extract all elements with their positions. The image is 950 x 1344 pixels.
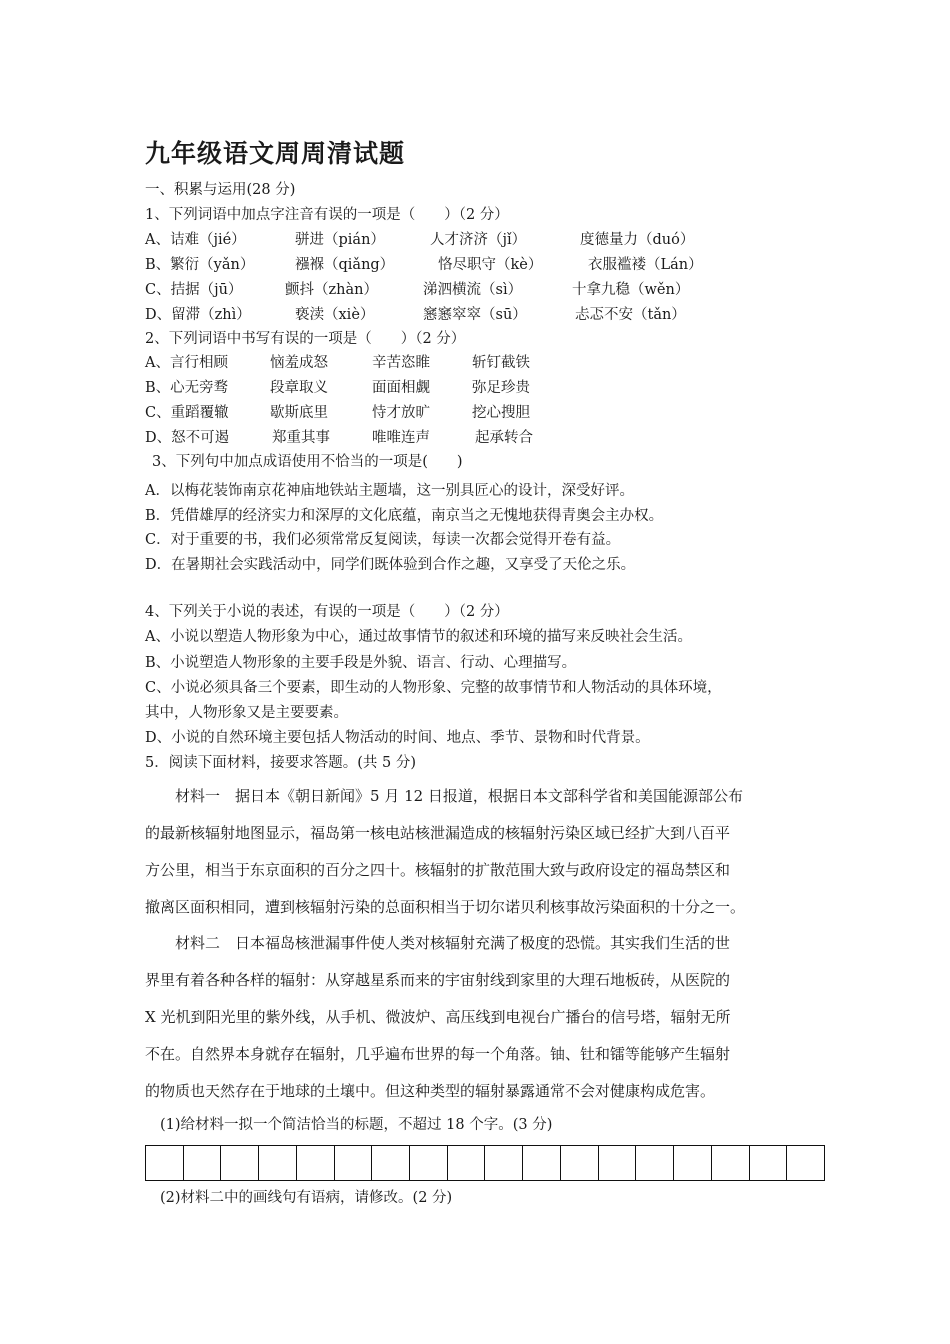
q3-stem: 3、下列句中加点成语使用不恰当的一项是( ) <box>152 454 463 470</box>
answer-cell[interactable] <box>221 1146 259 1180</box>
material-two-line: 的物质也天然存在于地球的土壤中。但这种类型的辐射暴露通常不会对健康构成危害。 <box>145 1082 716 1100</box>
q2-a-3: 辛苦恣睢 <box>372 355 430 371</box>
answer-cell[interactable] <box>674 1146 712 1180</box>
answer-cell[interactable] <box>297 1146 335 1180</box>
q2-c-3: 恃才放旷 <box>372 405 430 421</box>
q4-option-a: A、小说以塑造人物形象为中心，通过故事情节的叙述和环境的描写来反映社会生活。 <box>145 629 692 645</box>
answer-cell[interactable] <box>184 1146 222 1180</box>
q2-d-3: 唯唯连声 <box>372 430 430 446</box>
q4-stem: 4、下列关于小说的表述，有误的一项是（ ）（2 分） <box>145 604 509 620</box>
q5-sub2: (2)材料二中的画线句有语病，请修改。(2 分) <box>160 1190 453 1206</box>
answer-cell[interactable] <box>712 1146 750 1180</box>
q1-d-3: 窸窸窣窣（sū） <box>423 307 527 323</box>
material-two-line: 不在。自然界本身就存在辐射，几乎遍布世界的每一个角落。铀、钍和镭等能够产生辐射 <box>145 1045 731 1063</box>
answer-cell[interactable] <box>599 1146 637 1180</box>
q2-c-1: C、重蹈覆辙 <box>145 405 229 421</box>
answer-cell[interactable] <box>259 1146 297 1180</box>
material-one <box>145 778 810 926</box>
answer-cell[interactable] <box>636 1146 674 1180</box>
material-one-line: 撤离区面积相同，遭到核辐射污染的总面积相当于切尔诺贝利核事故污染面积的十分之一。 <box>145 898 746 916</box>
material-one-line: 方公里，相当于东京面积的百分之四十。核辐射的扩散范围大致与政府设定的福岛禁区和 <box>145 861 731 879</box>
q1-b-1: B、繁衍（yǎn） <box>145 257 255 273</box>
q2-c-4: 挖心搜胆 <box>472 405 530 421</box>
q1-c-3: 涕泗横流（sì） <box>423 282 523 298</box>
answer-cell[interactable] <box>561 1146 599 1180</box>
q2-d-2: 郑重其事 <box>272 430 330 446</box>
answer-cell[interactable] <box>410 1146 448 1180</box>
answer-cell[interactable] <box>485 1146 523 1180</box>
material-one-line: 材料一 据日本《朝日新闻》5 月 12 日报道，根据日本文部科学省和美国能源部公布 <box>175 787 743 805</box>
q1-b-3: 恪尽职守（kè） <box>438 257 543 273</box>
q2-a-4: 斩钉截铁 <box>472 355 530 371</box>
material-two-line: 材料二 日本福岛核泄漏事件使人类对核辐射充满了极度的恐慌。其实我们生活的世 <box>175 934 731 952</box>
q1-a-3: 人才济济（jǐ） <box>430 232 527 248</box>
answer-cell[interactable] <box>787 1146 824 1180</box>
q2-d-1: D、怒不可遏 <box>145 430 230 446</box>
q4-option-b: B、小说塑造人物形象的主要手段是外貌、语言、行动、心理描写。 <box>145 655 577 671</box>
material-two-line: X 光机到阳光里的紫外线，从手机、微波炉、高压线到电视台广播台的信号塔，辐射无所 <box>145 1008 731 1026</box>
answer-cell[interactable] <box>146 1146 184 1180</box>
answer-cell[interactable] <box>372 1146 410 1180</box>
q1-c-4: 十拿九稳（wěn） <box>572 282 690 298</box>
q1-b-4: 衣服褴褛（Lán） <box>588 257 703 273</box>
q2-b-1: B、心无旁骛 <box>145 380 229 396</box>
material-two <box>145 925 810 1110</box>
q1-a-2: 骈进（pián） <box>295 232 385 248</box>
q1-a-4: 度德量力（duó） <box>580 232 695 248</box>
answer-cell[interactable] <box>335 1146 373 1180</box>
q1-d-1: D、留滞（zhì） <box>145 307 251 323</box>
section-heading: 一、积累与运用(28 分) <box>145 182 296 198</box>
q1-b-2: 襁褓（qiǎng） <box>295 257 395 273</box>
q2-a-2: 恼羞成怒 <box>270 355 328 371</box>
q2-b-4: 弥足珍贵 <box>472 380 530 396</box>
q2-c-2: 歇斯底里 <box>270 405 328 421</box>
material-one-line: 的最新核辐射地图显示，福岛第一核电站核泄漏造成的核辐射污染区域已经扩大到八百平 <box>145 824 731 842</box>
material-two-line: 界里有着各种各样的辐射：从穿越星系而来的宇宙射线到家里的大理石地板砖，从医院的 <box>145 971 731 989</box>
q5-sub1: (1)给材料一拟一个简洁恰当的标题，不超过 18 个字。(3 分) <box>160 1117 553 1133</box>
q1-a-1: A、诘难（jié） <box>145 232 246 248</box>
q3-option-c: C．对于重要的书，我们必须常常反复阅读，每读一次都会觉得开卷有益。 <box>145 532 621 548</box>
q2-a-1: A、言行相顾 <box>145 355 228 371</box>
q4-option-d: D、小说的自然环境主要包括人物活动的时间、地点、季节、景物和时代背景。 <box>145 730 650 746</box>
q2-b-2: 段章取义 <box>270 380 328 396</box>
q1-c-1: C、拮据（jū） <box>145 282 243 298</box>
q3-option-b: B．凭借雄厚的经济实力和深厚的文化底蕴，南京当之无愧地获得青奥会主办权。 <box>145 508 664 524</box>
q2-stem: 2、下列词语中书写有误的一项是（ ）（2 分） <box>145 331 466 347</box>
q1-stem: 1、下列词语中加点字注音有误的一项是（ ）（2 分） <box>145 207 509 223</box>
answer-cell[interactable] <box>448 1146 486 1180</box>
q1-c-2: 颤抖（zhàn） <box>285 282 378 298</box>
q4-option-c: C、小说必须具备三个要素，即生动的人物形象、完整的故事情节和人物活动的具体环境， <box>145 680 722 696</box>
q3-option-a: A．以梅花装饰南京花神庙地铁站主题墙，这一别具匠心的设计，深受好评。 <box>145 483 634 499</box>
q1-d-4: 忐忑不安（tǎn） <box>575 307 686 323</box>
q2-b-3: 面面相觑 <box>372 380 430 396</box>
q5-stem: 5．阅读下面材料，接要求答题。(共 5 分) <box>145 755 416 771</box>
answer-cell[interactable] <box>750 1146 788 1180</box>
q2-d-4: 起承转合 <box>475 430 533 446</box>
q4-option-c-cont: 其中，人物形象又是主要要素。 <box>145 705 348 721</box>
answer-grid[interactable] <box>145 1145 825 1181</box>
q1-d-2: 亵渎（xiè） <box>295 307 375 323</box>
q3-option-d: D．在暑期社会实践活动中，同学们既体验到合作之趣，又享受了天伦之乐。 <box>145 557 636 573</box>
answer-cell[interactable] <box>523 1146 561 1180</box>
page-title: 九年级语文周周清试题 <box>145 139 406 168</box>
